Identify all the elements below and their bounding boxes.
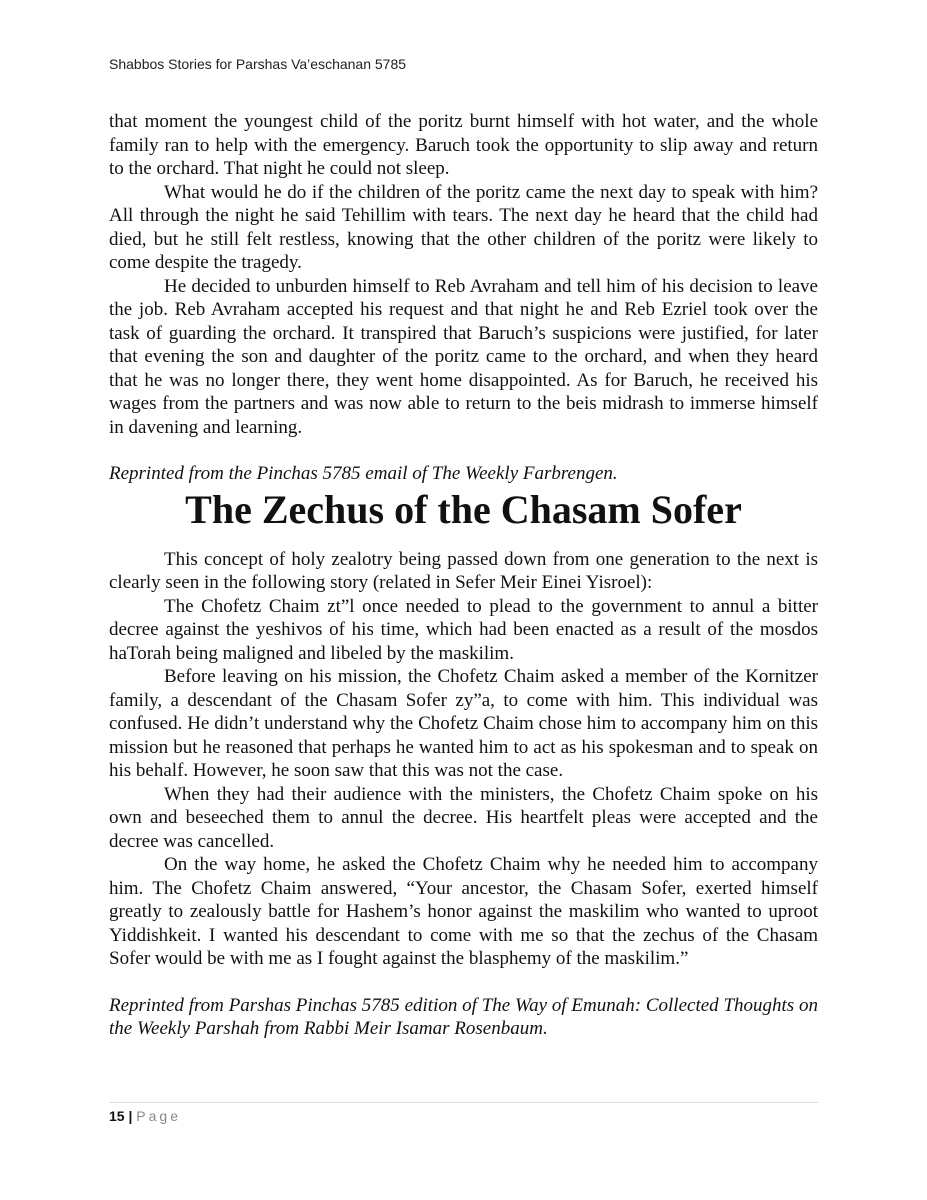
paragraph: This concept of holy zealotry being passed down from one generation to the next is clearly seen in the following story (related in Sefer Meir Einei Yisroel): [109,548,818,593]
page-label: Page [136,1108,181,1124]
story-title: The Zechus of the Chasam Sofer [185,486,742,532]
page-number: 15 [109,1108,125,1124]
page-footer [109,1102,818,1124]
running-header: Shabbos Stories for Parshas Va’eschanan 5785 [109,56,407,72]
source-note: Reprinted from Parshas Pinchas 5785 edition of The Way of Emunah: Collected Thoughts on the Weekly Parshah from Rabbi Meir Isamar Rosenbaum. [109,994,818,1039]
paragraph: He decided to unburden himself to Reb Avraham and tell him of his decision to leave the job. Reb Avraham accepted his request and that night he and Reb Ezriel took over the task of guarding the orchard. It transpired that Baruch’s suspicions were justified, for later that evening the son and daughter of the poritz came to the orchard, and when they heard that he was no longer there, they went home disappointed. As for Baruch, he received his wages from the partners and was now able to return to the beis midrash to immerse himself in davening and learning. [109,275,818,438]
paragraph: On the way home, he asked the Chofetz Chaim why he needed him to accompany him. The Chofetz Chaim answered, “Your ancestor, the Chasam Sofer, exerted himself greatly to zealously battle for Hashem’s honor against the maskilim who wanted to uproot Yiddishkeit. I wanted his descendant to come with me so that the zechus of the Chasam Sofer would be with me as I fought against the blasphemy of the maskilim.” [109,854,818,969]
paragraph: that moment the youngest child of the poritz burnt himself with hot water, and the whole family ran to help with the emergency. Baruch took the opportunity to slip away and return to the orchard. That night he could not sleep. [109,111,818,179]
paragraph: When they had their audience with the ministers, the Chofetz Chaim spoke on his own and beseeched them to annul the decree. His heartfelt pleas were accepted and the decree was cancelled. [109,783,818,852]
paragraph: The Chofetz Chaim zt”l once needed to plead to the government to annul a bitter decree against the yeshivos of his time, which had been enacted as a result of the mosdos haTorah being maligned and libeled by the maskilim. [109,595,818,664]
source-note: Reprinted from the Pinchas 5785 email of The Weekly Farbrengen. [109,463,618,484]
paragraph: Before leaving on his mission, the Chofetz Chaim asked a member of the Kornitzer family, a descendant of the Chasam Sofer zy”a, to come with him. This individual was confused. He didn’t understand why the Chofetz Chaim chose him to accompany him on this mission but he reasoned that perhaps he wanted him to act as his spokesman and to speak on his behalf. However, he soon saw that this was not the case. [109,666,818,781]
page-body [109,110,818,1041]
paragraph: What would he do if the children of the poritz came the next day to speak with him? All through the night he said Tehillim with tears. The next day he heard that the child had died, but he still felt restless, knowing that the other children of the poritz were likely to come despite the tragedy. [109,181,818,273]
footer-separator: | [128,1108,133,1124]
